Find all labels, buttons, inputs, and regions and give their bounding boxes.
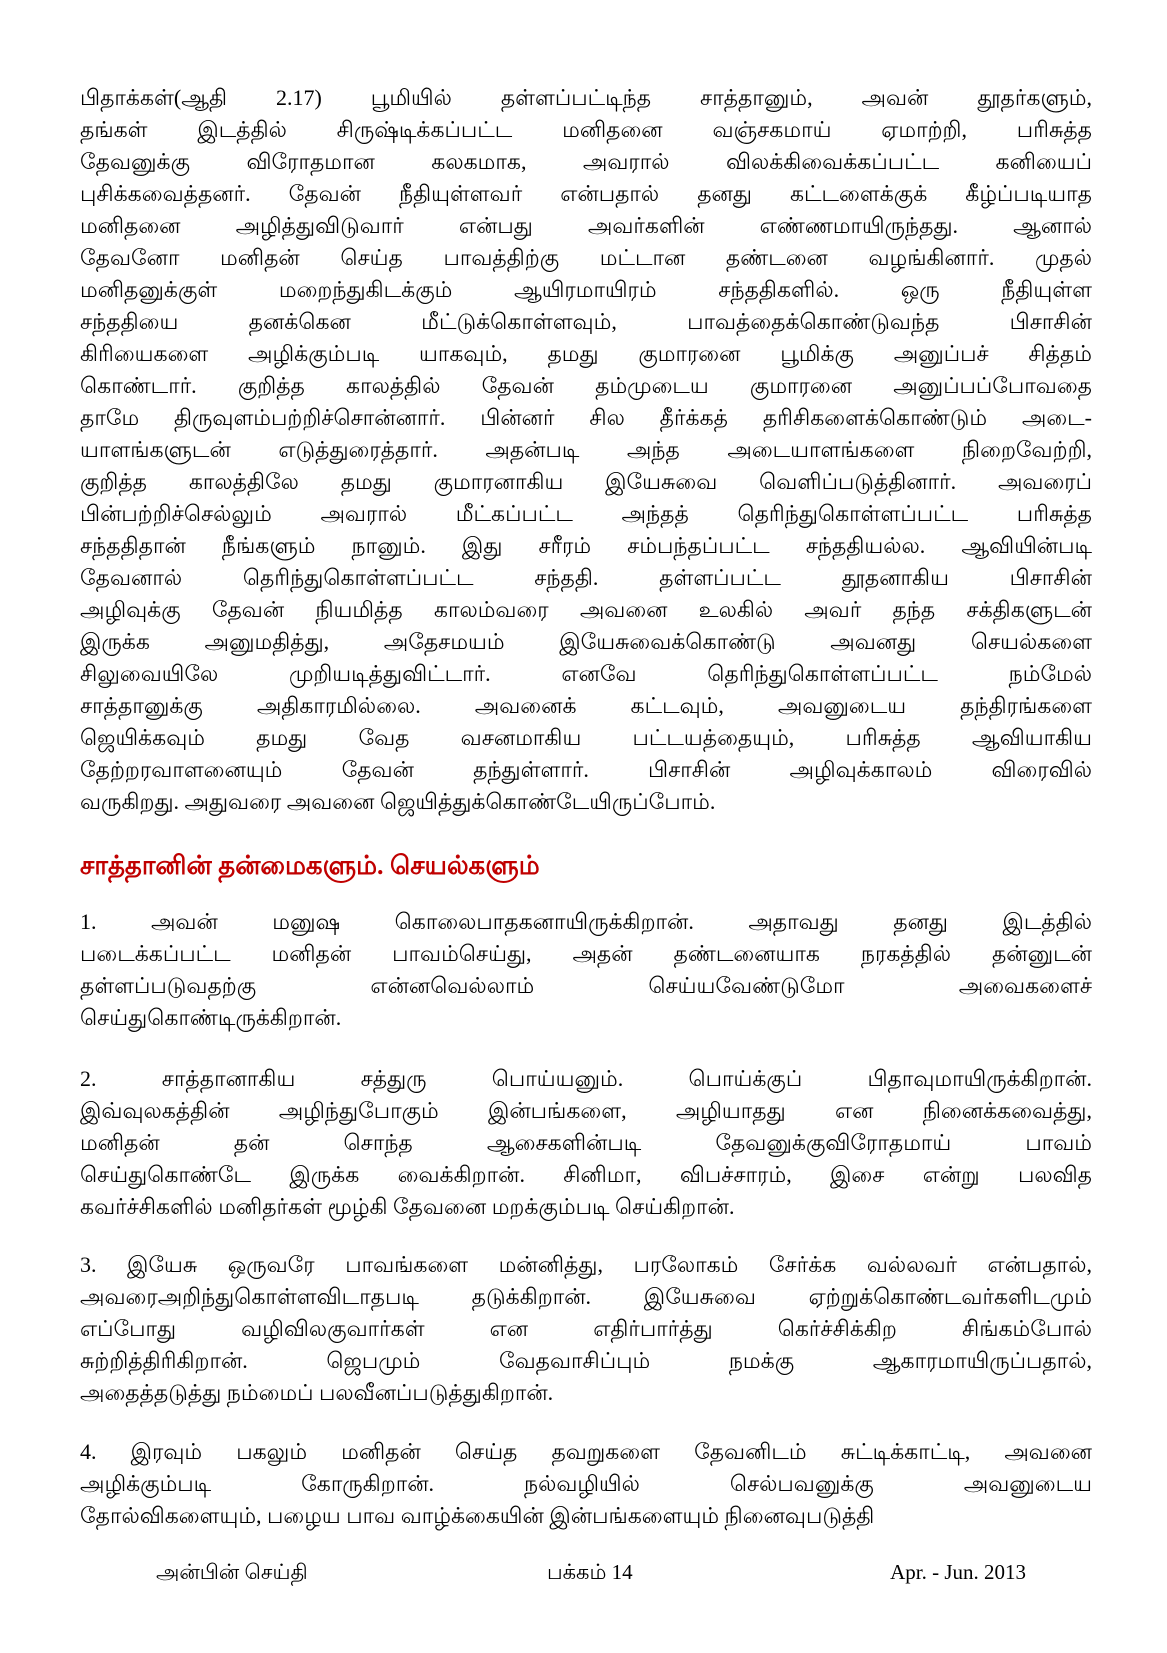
intro-paragraph xyxy=(80,82,1092,818)
numbered-paragraph-3 xyxy=(80,1249,1092,1409)
text-line: சுற்றித்திரிகிறான். ஜெபமும் வேதவாசிப்பும் நமக்கு ஆகாரமாயிருப்பதால், xyxy=(80,1348,1092,1373)
footer-page-number: பக்கம் 14 xyxy=(547,1560,633,1584)
text-line: அழிவுக்கு தேவன் நியமித்த காலம்வரை அவனை உலகில் அவர் தந்த சக்திகளுடன் xyxy=(80,597,1092,622)
numbered-paragraph-2 xyxy=(80,1063,1092,1223)
text-line: 3. இயேசு ஒருவரே பாவங்களை மன்னித்து, பரலோகம் சேர்க்க வல்லவர் என்பதால், xyxy=(80,1252,1092,1277)
text-line: சந்ததிதான் நீங்களும் நானும். இது சரீரம் சம்பந்தப்பட்ட சந்ததியல்ல. ஆவியின்படி xyxy=(80,533,1092,558)
text-line: இருக்க அனுமதித்து, அதேசமயம் இயேசுவைக்கொண்டு அவனது செயல்களை xyxy=(80,629,1092,654)
text-line: பின்பற்றிச்செல்லும் அவரால் மீட்கப்பட்ட அந்தத் தெரிந்துகொள்ளப்பட்ட பரிசுத்த xyxy=(80,501,1092,526)
text-line: மனிதனுக்குள் மறைந்துகிடக்கும் ஆயிரமாயிரம் சந்ததிகளில். ஒரு நீதியுள்ள xyxy=(80,277,1092,302)
text-line: செய்துகொண்டிருக்கிறான். xyxy=(80,1005,342,1030)
text-line: தேற்றரவாளனையும் தேவன் தந்துள்ளார். பிசாசின் அழிவுக்காலம் விரைவில் xyxy=(80,757,1092,782)
text-line: வருகிறது. அதுவரை அவனை ஜெயித்துக்கொண்டேயிருப்போம். xyxy=(80,789,716,814)
footer-issue-date: Apr. - Jun. 2013 xyxy=(890,1560,1026,1584)
text-line: ஜெயிக்கவும் தமது வேத வசனமாகிய பட்டயத்தையும், பரிசுத்த ஆவியாகிய xyxy=(80,725,1092,750)
section-heading: சாத்தானின் தன்மைகளும். செயல்களும் xyxy=(80,851,540,880)
text-line: 4. இரவும் பகலும் மனிதன் செய்த தவறுகளை தேவனிடம் சுட்டிக்காட்டி, அவனை xyxy=(80,1439,1092,1464)
text-line: அதைத்தடுத்து நம்மைப் பலவீனப்படுத்துகிறான். xyxy=(80,1380,554,1405)
text-line: செய்துகொண்டே இருக்க வைக்கிறான். சினிமா, விபச்சாரம், இசை என்று பலவித xyxy=(80,1162,1092,1187)
text-line: தங்கள் இடத்தில் சிருஷ்டிக்கப்பட்ட மனிதனை வஞ்சகமாய் ஏமாற்றி, பரிசுத்த xyxy=(80,117,1092,142)
page-footer xyxy=(0,1556,1167,1588)
numbered-paragraph-1 xyxy=(80,906,1092,1034)
footer-newsletter-title: அன்பின் செய்தி xyxy=(156,1560,308,1584)
text-line: அழிக்கும்படி கோருகிறான். நல்வழியில் செல்பவனுக்கு அவனுடைய xyxy=(80,1471,1092,1496)
text-line: மனிதன் தன் சொந்த ஆசைகளின்படி தேவனுக்குவிரோதமாய் பாவம் xyxy=(80,1130,1092,1155)
text-line: யாளங்களுடன் எடுத்துரைத்தார். அதன்படி அந்த அடையாளங்களை நிறைவேற்றி, xyxy=(80,437,1092,462)
text-line: கவர்ச்சிகளில் மனிதர்கள் மூழ்கி தேவனை மறக்கும்படி செய்கிறான். xyxy=(80,1194,735,1219)
text-line: 1. அவன் மனுஷ கொலைபாதகனாயிருக்கிறான். அதாவது தனது இடத்தில் xyxy=(80,909,1092,934)
text-line: தேவனுக்கு விரோதமான கலகமாக, அவரால் விலக்கிவைக்கப்பட்ட கனியைப் xyxy=(80,149,1092,174)
text-line: கொண்டார். குறித்த காலத்தில் தேவன் தம்முடைய குமாரனை அனுப்பப்போவதை xyxy=(80,373,1092,398)
text-line: தோல்விகளையும், பழைய பாவ வாழ்க்கையின் இன்பங்களையும் நினைவுபடுத்தி xyxy=(80,1503,875,1528)
text-line: தள்ளப்படுவதற்கு என்னவெல்லாம் செய்யவேண்டுமோ அவைகளைச் xyxy=(80,973,1092,998)
text-line: மனிதனை அழித்துவிடுவார் என்பது அவர்களின் எண்ணமாயிருந்தது. ஆனால் xyxy=(80,213,1092,238)
text-line: பிதாக்கள்(ஆதி 2.17) பூமியில் தள்ளப்பட்டிந்த சாத்தானும், அவன் தூதர்களும், xyxy=(80,85,1092,110)
text-line: சிலுவையிலே முறியடித்துவிட்டார். எனவே தெரிந்துகொள்ளப்பட்ட நம்மேல் xyxy=(80,661,1092,686)
numbered-paragraph-4 xyxy=(80,1436,1092,1532)
text-line: தேவனோ மனிதன் செய்த பாவத்திற்கு மட்டான தண்டனை வழங்கினார். முதல் xyxy=(80,245,1092,270)
text-line: எப்போது வழிவிலகுவார்கள் என எதிர்பார்த்து கெர்ச்சிக்கிற சிங்கம்போல் xyxy=(80,1316,1092,1341)
text-line: படைக்கப்பட்ட மனிதன் பாவம்செய்து, அதன் தண்டனையாக நரகத்தில் தன்னுடன் xyxy=(80,941,1092,966)
text-line: தாமே திருவுளம்பற்றிச்சொன்னார். பின்னர் சில தீர்க்கத் தரிசிகளைக்கொண்டும் அடை- xyxy=(80,405,1092,430)
text-line: இவ்வுலகத்தின் அழிந்துபோகும் இன்பங்களை, அழியாதது என நினைக்கவைத்து, xyxy=(80,1098,1092,1123)
text-line: அவரைஅறிந்துகொள்ளவிடாதபடி தடுக்கிறான். இயேசுவை ஏற்றுக்கொண்டவர்களிடமும் xyxy=(80,1284,1092,1309)
page-content xyxy=(80,82,1092,1532)
text-line: புசிக்கவைத்தனர். தேவன் நீதியுள்ளவர் என்பதால் தனது கட்டளைக்குக் கீழ்ப்படியாத xyxy=(80,181,1092,206)
text-line: குறித்த காலத்திலே தமது குமாரனாகிய இயேசுவை வெளிப்படுத்தினார். அவரைப் xyxy=(80,469,1092,494)
text-line: தேவனால் தெரிந்துகொள்ளப்பட்ட சந்ததி. தள்ளப்பட்ட தூதனாகிய பிசாசின் xyxy=(80,565,1092,590)
text-line: சந்ததியை தனக்கென மீட்டுக்கொள்ளவும், பாவத்தைக்கொண்டுவந்த பிசாசின் xyxy=(80,309,1092,334)
text-line: 2. சாத்தானாகிய சத்துரு பொய்யனும். பொய்க்குப் பிதாவுமாயிருக்கிறான். xyxy=(80,1066,1092,1091)
text-line: கிரியைகளை அழிக்கும்படி யாகவும், தமது குமாரனை பூமிக்கு அனுப்பச் சித்தம் xyxy=(80,341,1092,366)
text-line: சாத்தானுக்கு அதிகாரமில்லை. அவனைக் கட்டவும், அவனுடைய தந்திரங்களை xyxy=(80,693,1092,718)
